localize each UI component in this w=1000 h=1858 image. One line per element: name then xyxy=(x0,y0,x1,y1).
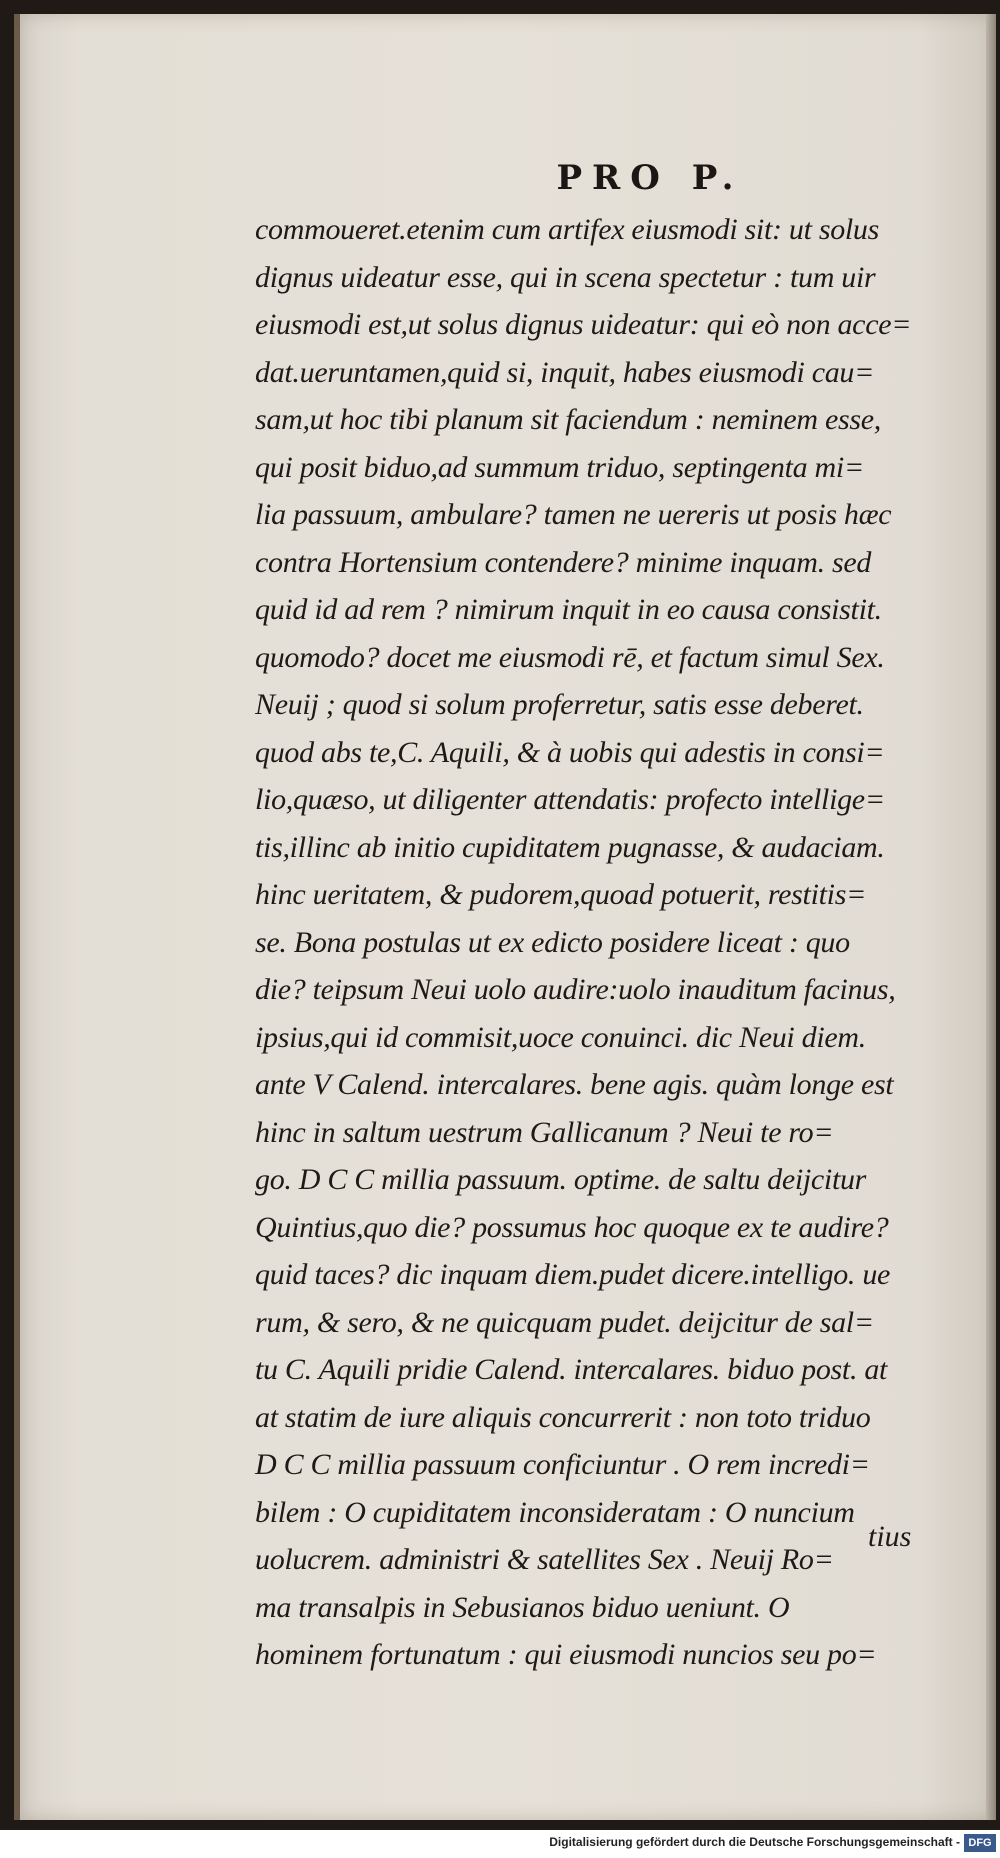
text-line: quod abs te,C. Aquili, & à uobis qui adestis in consi= xyxy=(255,735,885,769)
text-line: lia passuum, ambulare? tamen ne uereris ut posis hæc xyxy=(255,498,892,531)
text-line: die? teipsum Neui uolo audire:uolo inauditum facinus, xyxy=(255,973,896,1006)
running-head: PRO P. xyxy=(556,158,744,198)
credit-text: Digitalisierung gefördert durch die Deutsche Forschungsgemeinschaft - xyxy=(549,1835,960,1849)
text-line: dignus uideatur esse, qui in scena spectetur : tum uir xyxy=(255,260,876,294)
text-line: hinc in saltum uestrum Gallicanum ? Neui te ro= xyxy=(255,1115,834,1149)
text-line: qui posit biduo,ad summum triduo, septingenta mi= xyxy=(255,450,864,484)
text-line: tu C. Aquili pridie Calend. intercalares. biduo post. at xyxy=(255,1353,888,1386)
text-line: quid id ad rem ? nimirum inquit in eo causa consistit. xyxy=(255,593,882,626)
text-line: hinc ueritatem, & pudorem,quoad potuerit, restitis= xyxy=(255,878,867,911)
catchword: tius xyxy=(868,1520,912,1553)
text-line: D C C millia passuum conficiuntur . O rem incredi= xyxy=(255,1448,870,1481)
text-line: quid taces? dic inquam diem.pudet dicere.intelligo. ue xyxy=(255,1258,891,1291)
text-line: contra Hortensium contendere? minime inquam. sed xyxy=(255,545,872,579)
text-line: se. Bona postulas ut ex edicto posidere liceat : quo xyxy=(255,925,850,959)
text-line: sam,ut hoc tibi planum sit faciendum : neminem esse, xyxy=(255,403,881,436)
text-line: commoueret.etenim cum artifex eiusmodi sit: ut solus xyxy=(255,213,880,246)
dfg-logo-icon: DFG xyxy=(964,1834,996,1852)
text-line: quomodo? docet me eiusmodi rē, et factum simul Sex. xyxy=(255,640,885,674)
text-line: ante V Calend. intercalares. bene agis. quàm longe est xyxy=(255,1068,894,1101)
text-line: at statim de iure aliquis concurrerit : non toto triduo xyxy=(255,1400,871,1434)
text-line: uolucrem. administri & satellites Sex . Neuij Ro= xyxy=(255,1543,834,1576)
text-line: Neuij ; quod si solum proferretur, satis esse deberet. xyxy=(255,688,864,721)
text-line: ma transalpis in Sebusianos biduo ueniunt. O xyxy=(255,1590,790,1624)
text-line: dat.ueruntamen,quid si, inquit, habes eiusmodi cau= xyxy=(255,355,875,389)
page-edge xyxy=(986,14,996,1820)
text-line: bilem : O cupiditatem inconsideratam : O nuncium xyxy=(255,1495,855,1529)
body-text xyxy=(255,206,945,1679)
text-line: tis,illinc ab initio cupiditatem pugnasse, & audaciam. xyxy=(255,830,885,864)
text-line: hominem fortunatum : qui eiusmodi nuncios seu po= xyxy=(255,1638,877,1671)
text-line: ipsius,qui id commisit,uoce conuinci. dic Neui diem. xyxy=(255,1020,866,1054)
text-line: go. D C C millia passuum. optime. de saltu deijcitur xyxy=(255,1163,867,1196)
credit-bar xyxy=(0,1830,1000,1858)
text-line: Quintius,quo die? possumus hoc quoque ex te audire? xyxy=(255,1210,889,1244)
text-line: rum, & sero, & ne quicquam pudet. deijcitur de sal= xyxy=(255,1305,874,1339)
text-line: eiusmodi est,ut solus dignus uideatur: qui eò non acce= xyxy=(255,308,912,341)
text-line: lio,quæso, ut diligenter attendatis: profecto intellige= xyxy=(255,783,885,816)
